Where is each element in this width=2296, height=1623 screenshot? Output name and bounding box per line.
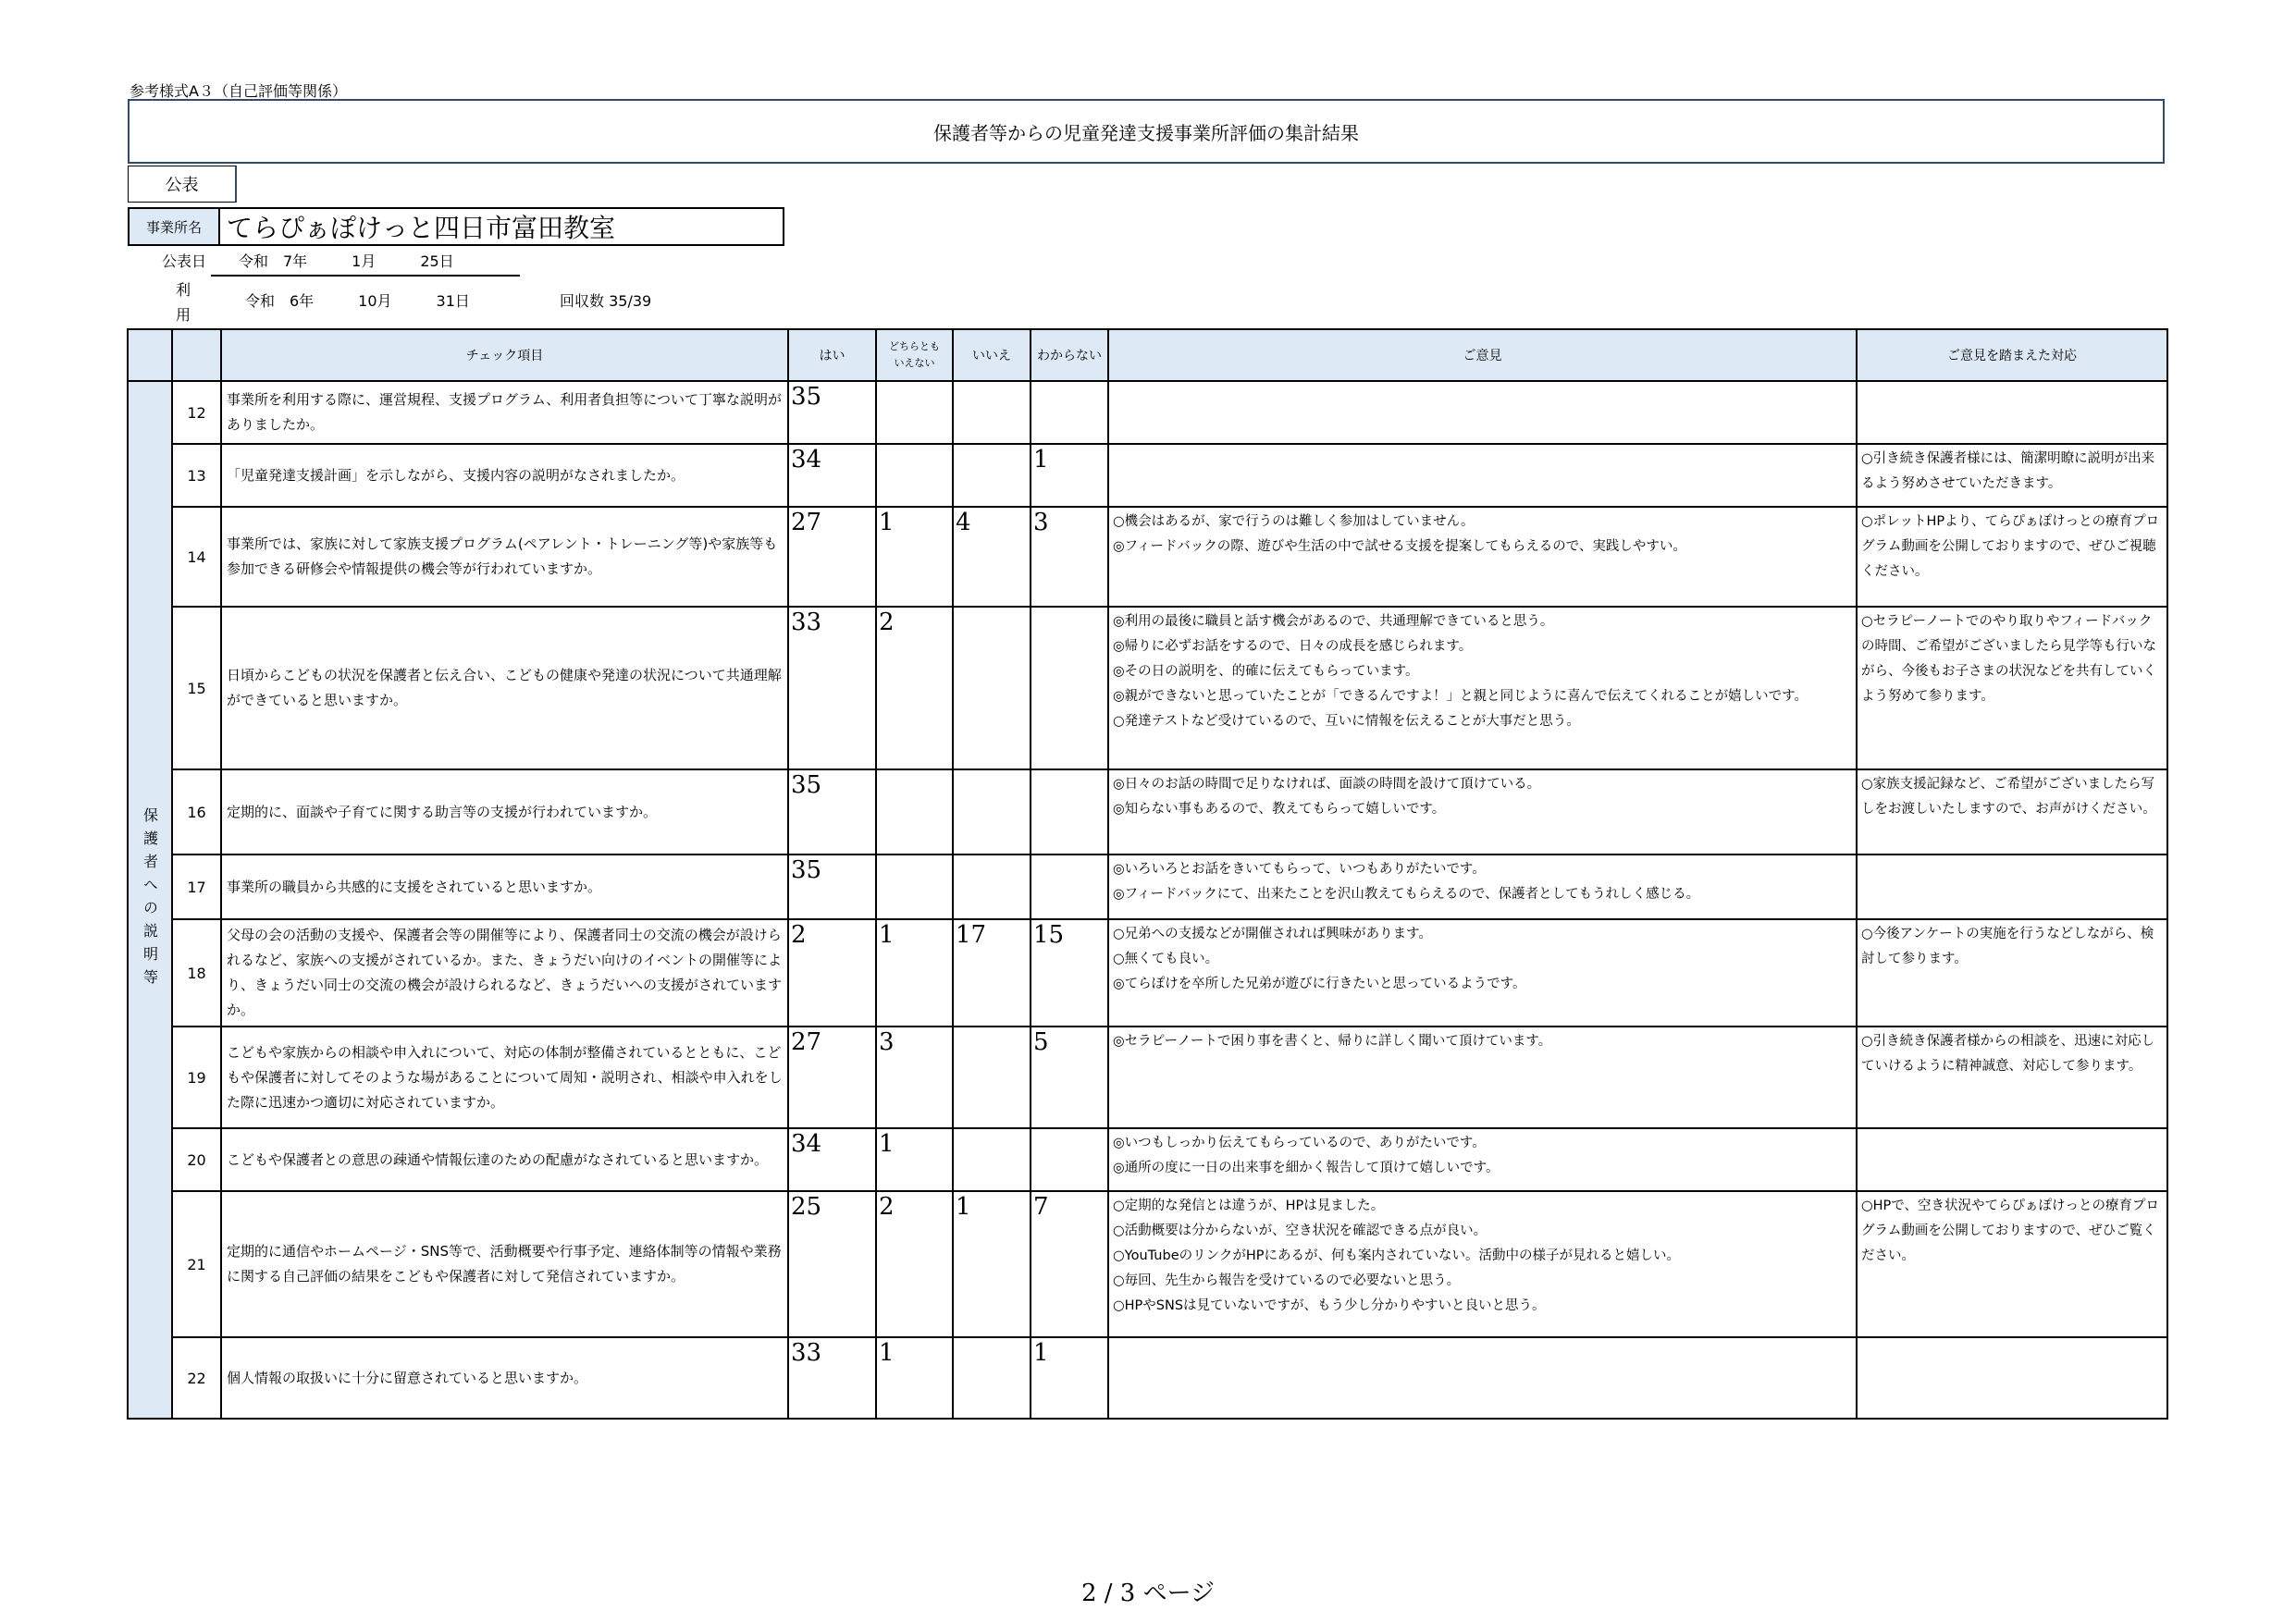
publication-date-label: 公表日	[162, 252, 207, 270]
office-label: 事業所名	[128, 207, 220, 246]
item-number: 20	[172, 1128, 221, 1191]
table-row	[128, 444, 2167, 507]
count-no: 1	[953, 1191, 1031, 1337]
opinion-item: ◎いつもしっかり伝えてもらっているので、ありがたいです。	[1113, 1136, 1486, 1150]
count-unknown	[1031, 381, 1108, 444]
check-item-text: 「児童発達支援計画」を示しながら、支援内容の説明がなされましたか。	[221, 444, 788, 507]
count-neither: 2	[876, 1191, 953, 1337]
table-row	[128, 507, 2167, 607]
header-unknown: わからない	[1031, 329, 1108, 381]
check-item-text: 父母の会の活動の支援や、保護者会等の開催等により、保護者同士の交流の機会が設けられるなど、家族への支援がされているか。また、きょうだい向けのイベントの開催等により、きょうだい同士の交流の機会が設けられるなど、きょうだいへの支援がされていますか。	[221, 919, 788, 1027]
opinion-item: ◎その日の説明を、的確に伝えてもらっています。	[1113, 664, 1419, 679]
usage-count-label: 利 用	[175, 281, 191, 324]
opinion-item: ○HPやSNSは見ていないですが、もう少し分かりやすいと良いと思う。	[1113, 1298, 1546, 1313]
opinions-cell	[1108, 1027, 1857, 1128]
count-yes: 27	[788, 507, 876, 607]
opinion-item: ◎てらぽけを卒所した兄弟が遊びに行きたいと思っているようです。	[1113, 977, 1526, 991]
count-unknown: 1	[1031, 1337, 1108, 1419]
table-row	[128, 1128, 2167, 1191]
response-cell	[1857, 607, 2167, 769]
response-text: ○HPで、空き状況やてらぴぁぽけっとの療育プログラム動画を公開しておりますので、ぜひご覧ください。	[1861, 1199, 2160, 1263]
count-neither: 1	[876, 919, 953, 1027]
item-number: 18	[172, 919, 221, 1027]
opinions-cell	[1108, 381, 1857, 444]
count-unknown: 5	[1031, 1027, 1108, 1128]
form-reference: 参考様式A３（自己評価等関係）	[130, 82, 347, 100]
count-yes: 33	[788, 1337, 876, 1419]
table-row	[128, 607, 2167, 769]
count-unknown	[1031, 1128, 1108, 1191]
count-neither: 2	[876, 607, 953, 769]
count-no: 17	[953, 919, 1031, 1027]
count-no	[953, 1337, 1031, 1419]
category-label: 保護者への説明等	[141, 807, 159, 992]
check-item-text: こどもや保護者との意思の疎通や情報伝達のための配慮がなされていると思いますか。	[221, 1128, 788, 1191]
opinions-cell	[1108, 855, 1857, 919]
header-blank-category	[128, 329, 172, 381]
count-neither: 1	[876, 507, 953, 607]
opinion-item: ◎帰りに必ずお話をするので、日々の成長を感じられます。	[1113, 639, 1473, 654]
response-cell	[1857, 1191, 2167, 1337]
item-number: 22	[172, 1337, 221, 1419]
count-neither: 1	[876, 1337, 953, 1419]
count-yes: 2	[788, 919, 876, 1027]
opinion-item: ○発達テストなど受けているので、互いに情報を伝えることが大事だと思う。	[1113, 714, 1580, 729]
check-item-text: 定期的に通信やホームページ・SNS等で、活動概要や行事予定、連絡体制等の情報や業務に関する自己評価の結果をこどもや保護者に対して発信されていますか。	[221, 1191, 788, 1337]
count-neither	[876, 444, 953, 507]
check-item-text: 事業所を利用する際に、運営規程、支援プログラム、利用者負担等について丁寧な説明がありましたか。	[221, 381, 788, 444]
check-item-text: 個人情報の取扱いに十分に留意されていると思いますか。	[221, 1337, 788, 1419]
count-no	[953, 855, 1031, 919]
opinions-cell	[1108, 1191, 1857, 1337]
count-no	[953, 1027, 1031, 1128]
evaluation-table	[127, 328, 2168, 1420]
count-unknown: 1	[1031, 444, 1108, 507]
opinions-cell	[1108, 919, 1857, 1027]
item-number: 14	[172, 507, 221, 607]
opinion-item: ◎通所の度に一日の出来事を細かく報告して頂けて嬉しいです。	[1113, 1161, 1500, 1175]
opinion-item: ◎いろいろとお話をきいてもらって、いつもありがたいです。	[1113, 862, 1486, 877]
check-item-text: 定期的に、面談や子育てに関する助言等の支援が行われていますか。	[221, 769, 788, 855]
table-row	[128, 855, 2167, 919]
header-blank-number	[172, 329, 221, 381]
count-yes: 35	[788, 855, 876, 919]
opinions-cell	[1108, 444, 1857, 507]
response-text: ○セラピーノートでのやり取りやフィードバックの時間、ご希望がございましたら見学等も行いながら、今後もお子さまの状況などを共有していくよう努めて参ります。	[1861, 614, 2156, 704]
count-unknown: 15	[1031, 919, 1108, 1027]
opinions-cell	[1108, 769, 1857, 855]
item-number: 17	[172, 855, 221, 919]
opinion-item: ◎セラピーノートで困り事を書くと、帰りに詳しく聞いて頂けています。	[1113, 1034, 1552, 1049]
opinion-item: ○兄弟への支援などが開催されれば興味があります。	[1113, 927, 1432, 941]
category-cell	[128, 381, 172, 1419]
table-row	[128, 769, 2167, 855]
publication-label: 公表	[128, 166, 237, 203]
table-row	[128, 1027, 2167, 1128]
check-item-text: 事業所では、家族に対して家族支援プログラム(ペアレント・トレーニング等)や家族等も参加できる研修会や情報提供の機会等が行われていますか。	[221, 507, 788, 607]
count-no	[953, 381, 1031, 444]
item-number: 13	[172, 444, 221, 507]
opinion-item: ◎親ができないと思っていたことが「できるんですよ！」と親と同じように喜んで伝えてくれることが嬉しいです。	[1113, 689, 1808, 704]
opinion-item: ◎知らない事もあるので、教えてもらって嬉しいです。	[1113, 802, 1446, 817]
count-no	[953, 769, 1031, 855]
response-count: 回収数 35/39	[560, 292, 652, 310]
count-no	[953, 1128, 1031, 1191]
header-opinions: ご意見	[1108, 329, 1857, 381]
table-header-row	[128, 329, 2167, 381]
response-text: ○引き続き保護者様からの相談を、迅速に対応していけるように精神誠意、対応して参ります。	[1861, 1034, 2155, 1074]
usage-date: 令和 6年 10月 31日	[245, 292, 470, 310]
count-no: 4	[953, 507, 1031, 607]
response-cell	[1857, 1337, 2167, 1419]
response-cell	[1857, 855, 2167, 919]
count-neither: 1	[876, 1128, 953, 1191]
opinion-item: ○YouTubeのリンクがHPにあるが、何も案内されていない。活動中の様子が見れると嬉しい。	[1113, 1248, 1680, 1263]
table-row	[128, 381, 2167, 444]
opinions-cell	[1108, 507, 1857, 607]
page-footer: 2 / 3 ページ	[1080, 1580, 1216, 1607]
count-yes: 34	[788, 1128, 876, 1191]
count-unknown: 7	[1031, 1191, 1108, 1337]
table-row	[128, 919, 2167, 1027]
opinion-item: ○定期的な発信とは違うが、HPは見ました。	[1113, 1199, 1385, 1213]
response-text: ○ポレットHPより、てらぴぁぽけっとの療育プログラム動画を公開しておりますので、ぜひご視聴ください。	[1861, 514, 2160, 579]
table-row	[128, 1337, 2167, 1419]
count-unknown	[1031, 769, 1108, 855]
item-number: 16	[172, 769, 221, 855]
response-text: ○家族支援記録など、ご希望がございましたら写しをお渡しいたしますので、お声がけください。	[1861, 777, 2156, 817]
item-number: 19	[172, 1027, 221, 1128]
opinion-item: ○無くても良い。	[1113, 952, 1219, 966]
item-number: 21	[172, 1191, 221, 1337]
response-cell	[1857, 381, 2167, 444]
count-unknown	[1031, 855, 1108, 919]
response-text: ○引き続き保護者様には、簡潔明瞭に説明が出来るよう努めさせていただきます。	[1861, 451, 2155, 491]
header-yes: はい	[788, 329, 876, 381]
opinion-item: ○機会はあるが、家で行うのは難しく参加はしていません。	[1113, 514, 1475, 529]
header-no: いいえ	[953, 329, 1031, 381]
count-yes: 33	[788, 607, 876, 769]
count-no	[953, 444, 1031, 507]
opinions-cell	[1108, 1337, 1857, 1419]
opinion-item: ◎日々のお話の時間で足りなければ、面談の時間を設けて頂けている。	[1113, 777, 1541, 792]
header-neither: どちらとも いえない	[876, 329, 953, 381]
count-yes: 34	[788, 444, 876, 507]
opinions-cell	[1108, 607, 1857, 769]
count-yes: 35	[788, 381, 876, 444]
count-yes: 27	[788, 1027, 876, 1128]
response-cell	[1857, 1027, 2167, 1128]
opinion-item: ◎フィードバックの際、遊びや生活の中で試せる支援を提案してもらえるので、実践しやすい。	[1113, 539, 1686, 554]
response-cell	[1857, 444, 2167, 507]
count-unknown	[1031, 607, 1108, 769]
count-no	[953, 607, 1031, 769]
opinion-item: ◎フィードバックにて、出来たことを沢山教えてもらえるので、保護者としてもうれしく感じる。	[1113, 887, 1700, 902]
check-item-text: 日頃からこどもの状況を保護者と伝え合い、こどもの健康や発達の状況について共通理解ができていると思いますか。	[221, 607, 788, 769]
header-check-item: チェック項目	[221, 329, 788, 381]
response-cell	[1857, 919, 2167, 1027]
check-item-text: 事業所の職員から共感的に支援をされていると思いますか。	[221, 855, 788, 919]
page-title: 保護者等からの児童発達支援事業所評価の集計結果	[128, 99, 2165, 164]
publication-date-underline	[211, 275, 520, 277]
count-neither	[876, 381, 953, 444]
count-neither	[876, 769, 953, 855]
response-cell	[1857, 1128, 2167, 1191]
office-name: てらぴぁぽけっと四日市富田教室	[218, 207, 784, 246]
header-response: ご意見を踏まえた対応	[1857, 329, 2167, 381]
count-neither	[876, 855, 953, 919]
response-text: ○今後アンケートの実施を行うなどしながら、検討して参ります。	[1861, 927, 2154, 966]
count-unknown: 3	[1031, 507, 1108, 607]
publication-date: 令和 7年 1月 25日	[239, 252, 454, 270]
count-neither: 3	[876, 1027, 953, 1128]
opinions-cell	[1108, 1128, 1857, 1191]
item-number: 15	[172, 607, 221, 769]
response-cell	[1857, 507, 2167, 607]
response-cell	[1857, 769, 2167, 855]
opinion-item: ○毎回、先生から報告を受けているので必要ないと思う。	[1113, 1273, 1461, 1288]
check-item-text: こどもや家族からの相談や申入れについて、対応の体制が整備されているとともに、こどもや保護者に対してそのような場があることについて周知・説明され、相談や申入れをした際に迅速かつ適切に対応されていますか。	[221, 1027, 788, 1128]
count-yes: 35	[788, 769, 876, 855]
item-number: 12	[172, 381, 221, 444]
count-yes: 25	[788, 1191, 876, 1337]
opinion-item: ○活動概要は分からないが、空き状況を確認できる点が良い。	[1113, 1223, 1487, 1238]
opinion-item: ◎利用の最後に職員と話す機会があるので、共通理解できていると思う。	[1113, 614, 1554, 629]
table-row	[128, 1191, 2167, 1337]
